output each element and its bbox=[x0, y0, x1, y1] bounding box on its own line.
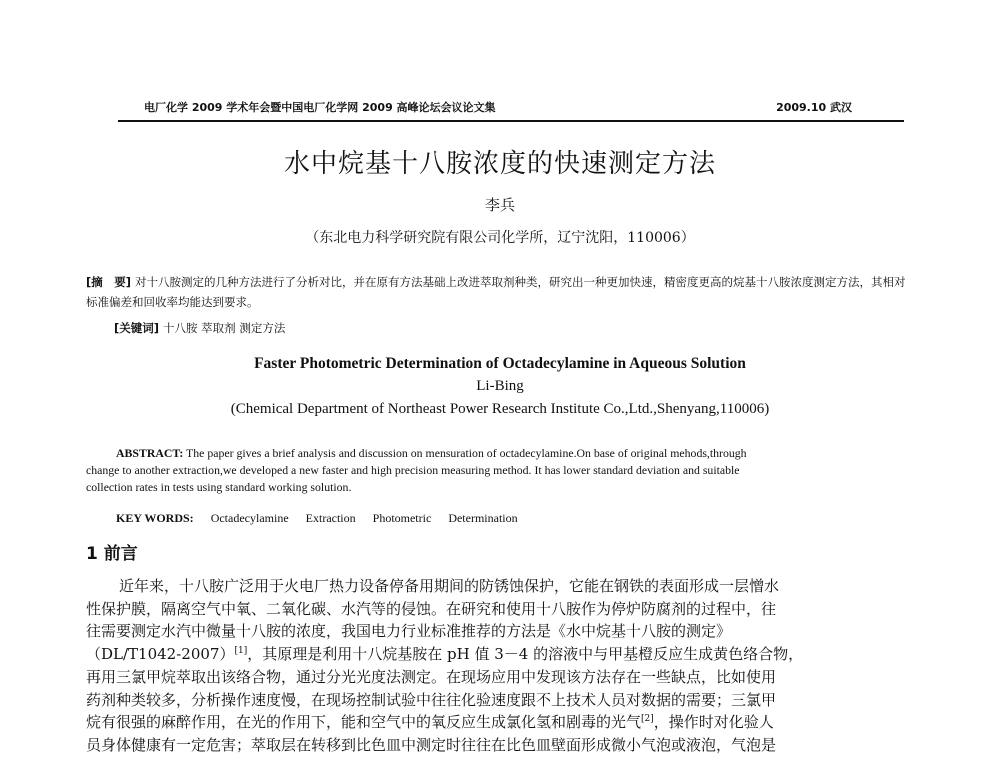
section-title: 前言 bbox=[103, 544, 138, 564]
english-author: Li-Bing bbox=[476, 378, 524, 394]
body-text-run: ，操作时对化验人 bbox=[653, 713, 774, 732]
abstract-english-label: ABSTRACT: bbox=[116, 446, 184, 460]
citation-ref: [1] bbox=[234, 646, 248, 657]
author-affiliation: （东北电力科学研究院有限公司化学所，辽宁沈阳，110006） bbox=[305, 230, 695, 246]
body-line: 往需要测定水汽中微量十八胺的浓度，我国电力行业标准推荐的方法是《水中烷基十八胺的测定》 bbox=[86, 622, 732, 641]
abstract-label: [摘 要] bbox=[86, 275, 132, 289]
english-affiliation: (Chemical Department of Northeast Power Research Institute Co.,Ltd.,Shenyang,110006) bbox=[230, 401, 770, 417]
abstract-english-text: The paper gives a brief analysis and discussion on mensuration of octadecylamine.On base of original mehods,through bbox=[186, 446, 747, 460]
body-line: 性保护膜，隔离空气中氧、二氧化碳、水汽等的侵蚀。在研究和使用十八胺作为停炉防腐剂的过程中，往 bbox=[86, 599, 777, 618]
section-heading bbox=[86, 539, 138, 564]
abstract-chinese bbox=[86, 272, 908, 312]
body-line bbox=[86, 643, 908, 666]
paper-title: 水中烷基十八胺浓度的快速测定方法 bbox=[283, 149, 716, 179]
keyword: Determination bbox=[448, 511, 518, 525]
abstract-text: 对十八胺测定的几种方法进行了分析对比，并在原有方法基础上改进萃取剂种类，研究出一种更加快速，精密度更高的烷基十八胺浓度测定方法，其相对标准偏差和回收率均能达到要求。 bbox=[86, 275, 906, 309]
keyword: Extraction bbox=[305, 511, 356, 525]
body-line: 员身体健康有一定危害；萃取层在转移到比色皿中测定时往往在比色皿壁面形成微小气泡或液泡，气泡是 bbox=[86, 735, 777, 754]
abstract-english-line bbox=[86, 445, 908, 462]
body-paragraph bbox=[86, 575, 908, 757]
keywords-chinese bbox=[114, 320, 894, 336]
abstract-english bbox=[86, 445, 908, 496]
running-header bbox=[118, 97, 904, 117]
author-name: 李兵 bbox=[484, 196, 515, 214]
abstract-english-line: change to another extraction,we developed a new faster and high precision measuring method. It has lower standard deviation and suitable bbox=[86, 463, 740, 477]
header-rule bbox=[118, 120, 904, 122]
keyword: Photometric bbox=[372, 511, 432, 525]
keywords-text: 十八胺 萃取剂 测定方法 bbox=[163, 321, 286, 335]
standard-code: （DL/T1042-2007） bbox=[86, 645, 235, 664]
body-line: 药剂种类较多，分析操作速度慢，在现场控制试验中往往化验速度跟不上技术人员对数据的需要；三氯甲 bbox=[86, 690, 777, 709]
body-line: 近年来，十八胺广泛用于火电厂热力设备停备用期间的防锈蚀保护，它能在钢铁的表面形成一层憎水 bbox=[119, 577, 780, 595]
citation-ref: [2] bbox=[641, 714, 654, 725]
body-text-run: 烷有很强的麻醉作用，在光的作用下，能和空气中的氧反应生成氯化氢和剧毒的光气 bbox=[86, 713, 642, 732]
body-line: 再用三氯甲烷萃取出该络合物，通过分光光度法测定。在现场应用中发现该方法存在一些缺点，比如使用 bbox=[86, 667, 777, 686]
body-text-run: ，其原理是利用十八烷基胺在 pH 值 3－4 的溶液中与甲基橙反应生成黄色络合物， bbox=[247, 645, 804, 664]
section-number: 1 bbox=[86, 544, 98, 564]
abstract-english-line: collection rates in tests using standard working solution. bbox=[86, 480, 352, 494]
body-line bbox=[86, 711, 908, 734]
english-title: Faster Photometric Determination of Octadecylamine in Aqueous Solution bbox=[254, 355, 746, 372]
keywords-english bbox=[116, 511, 896, 526]
header-date-location: 2009.10 武汉 bbox=[776, 101, 852, 114]
keywords-label: [关键词] bbox=[114, 321, 160, 335]
keyword: Octadecylamine bbox=[210, 511, 289, 525]
keywords-english-label: KEY WORDS: bbox=[116, 511, 194, 525]
header-proceedings-title: 电厂化学 2009 学术年会暨中国电厂化学网 2009 高峰论坛会议论文集 bbox=[144, 101, 496, 114]
